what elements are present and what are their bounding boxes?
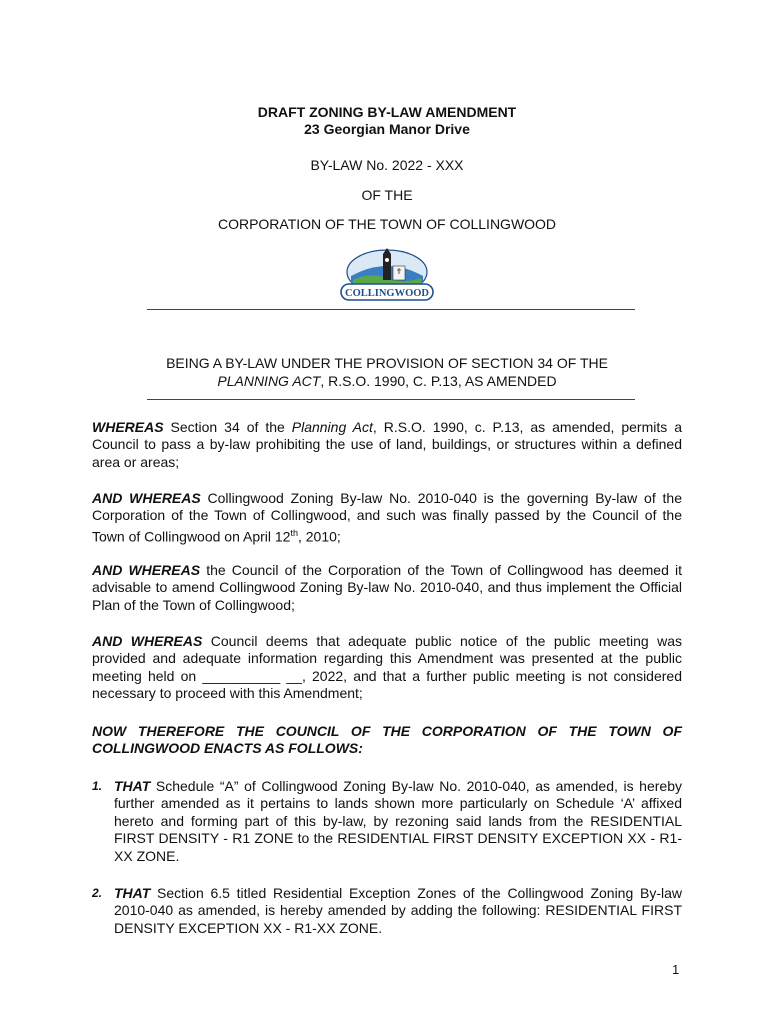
page-number: 1: [672, 962, 680, 977]
whereas-lead: AND WHEREAS: [92, 562, 201, 578]
of-the-line: OF THE: [361, 187, 413, 203]
whereas-clause-2: [92, 490, 682, 546]
logo-text: COLLINGWOOD: [344, 288, 430, 299]
whereas-lead: WHEREAS: [92, 419, 164, 435]
item-lead: THAT: [114, 778, 151, 794]
whereas-clause-1: [92, 419, 682, 471]
enacting-clause-line-2: COLLINGWOOD ENACTS AS FOLLOWS:: [92, 740, 363, 757]
enacting-clause: [92, 723, 682, 758]
preamble-line-2: [92, 373, 682, 390]
preamble-line-1: BEING A BY-LAW UNDER THE PROVISION OF SECTION 34 OF THE: [166, 355, 608, 371]
whereas-text: Council deems that adequate public notice of the public meeting was provided and adequate information regarding this Amendment was presented at the public meeting held on __________ __, 2022, and that a further public meeting is not considered necessary to proceed with this Amendment;: [92, 633, 682, 702]
item-lead: THAT: [114, 885, 151, 901]
whereas-text: Collingwood Zoning By-law No. 2010-040 is the governing By-law of the Corporation of the Town of Collingwood, and such was finally passed by the Council of the Town of Collingwood on April 12: [92, 490, 682, 545]
item-number: 1.: [92, 779, 103, 793]
top-divider: [147, 309, 635, 310]
preamble-line-2-rest: , R.S.O. 1990, C. P.13, AS AMENDED: [320, 373, 557, 389]
property-address: 23 Georgian Manor Drive: [304, 121, 470, 137]
item-number: 2.: [92, 886, 103, 900]
superscript-th: th: [290, 527, 298, 538]
whereas-text: , 2010;: [297, 528, 341, 545]
bottom-divider: [147, 399, 635, 400]
planning-act-italic: PLANNING ACT: [217, 373, 321, 389]
whereas-lead: AND WHEREAS: [92, 490, 201, 506]
bylaw-number: BY-LAW No. 2022 - XXX: [310, 157, 464, 173]
enactment-item-2: [92, 885, 682, 937]
whereas-text: the Council of the Corporation of the Town of Collingwood has deemed it advisable to amend Collingwood Zoning By-law No. 2010-040, and thus implement the Official Plan of the Town of Collingwood;: [92, 562, 683, 613]
document-title: DRAFT ZONING BY-LAW AMENDMENT: [257, 104, 517, 120]
enactment-item-1: [92, 778, 682, 865]
enacting-clause-line-1: NOW THEREFORE THE COUNCIL OF THE CORPORATION OF THE TOWN OF: [92, 723, 682, 739]
town-of-collingwood-logo: [339, 246, 435, 302]
whereas-clause-3: [92, 562, 682, 614]
planning-act-italic: Planning Act: [291, 419, 373, 435]
whereas-text: , R.S.O. 1990, c. P.13, as amended, permits a Council to pass a by-law prohibiting the use of land, buildings, or structures within a defined area or areas;: [92, 419, 682, 470]
whereas-clause-4: [92, 633, 682, 703]
item-text: Section 6.5 titled Residential Exception Zones of the Collingwood Zoning By-law 2010-040 as amended, is hereby amended by adding the following: RESIDENTIAL FIRST DENSITY EXCEPTION XX - R1-XX ZONE.: [114, 885, 682, 936]
item-text: Schedule “A” of Collingwood Zoning By-law No. 2010-040, as amended, is hereby further amended as it pertains to lands shown more particularly on Schedule ‘A’ affixed hereto and forming part of this by-law, by rezoning said lands from the RESIDENTIAL FIRST DENSITY - R1 ZONE to the RESIDENTIAL FIRST DENSITY EXCEPTION XX - R1-XX ZONE.: [114, 778, 682, 864]
whereas-text: Section 34 of the: [163, 419, 292, 435]
whereas-lead: AND WHEREAS: [92, 633, 203, 649]
corporation-name: CORPORATION OF THE TOWN OF COLLINGWOOD: [217, 216, 557, 232]
